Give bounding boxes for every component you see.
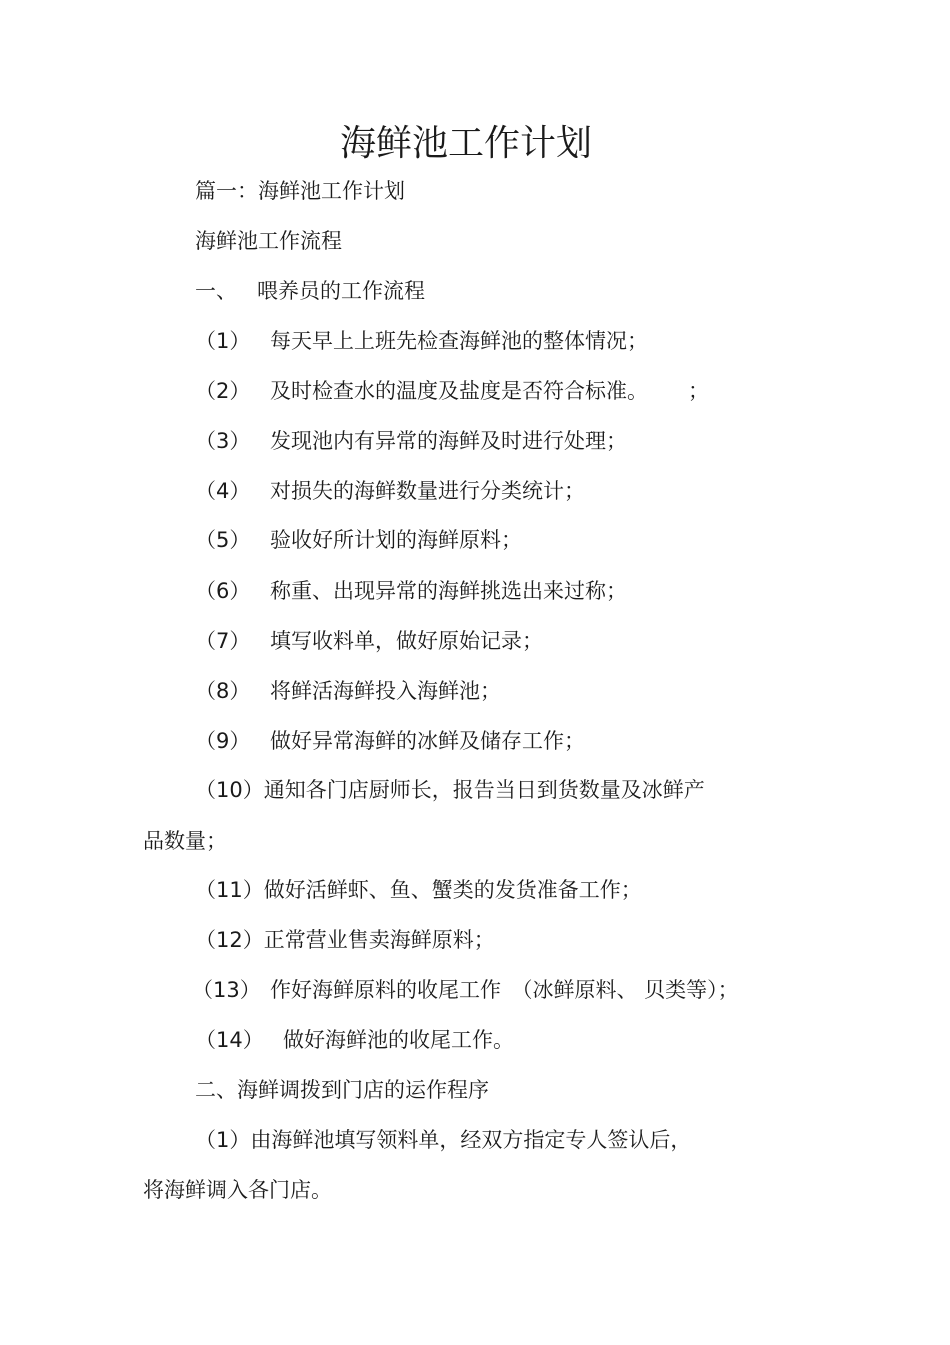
item13 [192, 975, 739, 1005]
item10-line1: （10）通知各门店厨师长，报告当日到货数量及冰鲜产 [195, 778, 705, 802]
subtitle: 篇一：海鲜池工作计划 [195, 179, 405, 203]
list-item [195, 476, 585, 506]
item14-number: （14） [195, 1028, 264, 1052]
list-item-number: （5） [195, 528, 251, 552]
list-item-text: 对损失的海鲜数量进行分类统计； [270, 479, 585, 503]
list-item [195, 326, 648, 356]
list-item-text: 称重、出现异常的海鲜挑选出来过称； [270, 579, 627, 603]
list-item [195, 426, 627, 456]
list-item-number: （3） [195, 429, 251, 453]
part2-item1-line2: 将海鲜调入各门店。 [143, 1178, 332, 1202]
list-item-text: 及时检查水的温度及盐度是否符合标准。 ； [270, 379, 710, 403]
list-item-number: （2） [195, 379, 251, 403]
list-item-number: （6） [195, 579, 251, 603]
list-item-text: 发现池内有异常的海鲜及时进行处理； [270, 429, 627, 453]
item13-text: 作好海鲜原料的收尾工作 （冰鲜原料、 贝类等）； [270, 978, 739, 1002]
part1-heading-number: 一、 [195, 279, 237, 303]
item14 [195, 1025, 514, 1055]
item11: （11）做好活鲜虾、鱼、蟹类的发货准备工作； [195, 878, 642, 902]
list-item-text: 验收好所计划的海鲜原料； [270, 528, 522, 552]
part1-heading [195, 276, 425, 306]
list-item-number: （4） [195, 479, 251, 503]
item14-text: 做好海鲜池的收尾工作。 [283, 1028, 514, 1052]
item12: （12）正常营业售卖海鲜原料； [195, 928, 495, 952]
list-item-number: （9） [195, 729, 251, 753]
list-item [195, 676, 501, 706]
list-item [195, 576, 627, 606]
list-item-text: 每天早上上班先检查海鲜池的整体情况； [270, 329, 648, 353]
list-item-text: 填写收料单，做好原始记录； [270, 629, 543, 653]
section-heading: 海鲜池工作流程 [195, 229, 342, 253]
item13-number: （13） [192, 978, 261, 1002]
list-item-number: （8） [195, 679, 251, 703]
list-item-text: 将鲜活海鲜投入海鲜池； [270, 679, 501, 703]
part1-heading-text: 喂养员的工作流程 [257, 279, 425, 303]
list-item [195, 525, 522, 555]
list-item [195, 376, 709, 406]
item10-line2: 品数量； [143, 829, 227, 853]
list-item-text: 做好异常海鲜的冰鲜及储存工作； [270, 729, 585, 753]
document-title: 海鲜池工作计划 [339, 123, 592, 164]
part2-heading: 二、海鲜调拨到门店的运作程序 [195, 1078, 489, 1102]
list-item [195, 726, 585, 756]
list-item-number: （1） [195, 329, 251, 353]
list-item [195, 626, 543, 656]
list-item-number: （7） [195, 629, 251, 653]
part2-item1-line1: （1）由海鲜池填写领料单，经双方指定专人签认后， [195, 1128, 692, 1152]
